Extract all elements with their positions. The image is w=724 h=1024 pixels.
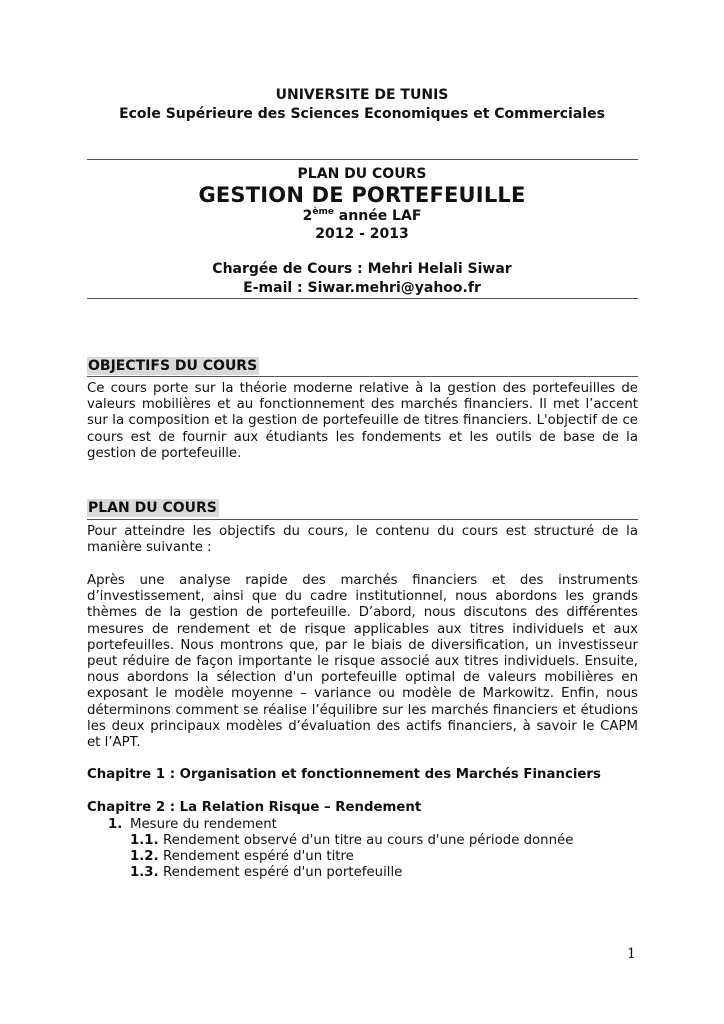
course-title: GESTION DE PORTEFEUILLE <box>198 183 526 207</box>
list-item: 1.1. Rendement observé d'un titre au cours d'une période donnée <box>130 833 574 848</box>
institution-header <box>0 86 724 124</box>
list-item: 1.2. Rendement espéré d'un titre <box>130 849 354 864</box>
list-item: 1. Mesure du rendement <box>108 817 277 832</box>
top-divider <box>87 159 638 160</box>
university-name: UNIVERSITE DE TUNIS <box>275 87 449 103</box>
instructor-email: E-mail : Siwar.mehri@yahoo.fr <box>243 280 481 296</box>
plan-label: PLAN DU COURS <box>297 166 427 182</box>
year-level: 2ème année LAF <box>302 207 422 224</box>
objectifs-text: Ce cours porte sur la théorie moderne relative à la gestion des portefeuilles de valeurs mobilières et au fonctionnement des marchés financiers. Il met l’accent sur la composition et la gestion de portefeuille de titres financiers. L'objectif de ce cours est de fournir aux étudiants les fondements et les outils de base de la gestion de portefeuille. <box>87 381 638 461</box>
academic-year: 2012 - 2013 <box>315 226 409 242</box>
objectifs-heading: OBJECTIFS DU COURS <box>88 358 258 374</box>
course-header <box>0 165 724 243</box>
school-name: Ecole Supérieure des Sciences Economiques et Commerciales <box>119 106 605 122</box>
plan-intro: Pour atteindre les objectifs du cours, le contenu du cours est structuré de la manière suivante : <box>87 524 638 556</box>
plan-body: Après une analyse rapide des marchés financiers et des instruments d’investissement, ainsi que du cadre institutionnel, nous abordons les grands thèmes de la gestion de portefeuille. D’abord, nous discutons des différentes mesures de rendement et de risque applicables aux titres individuels et aux portefeuilles. Nous montrons que, par le biais de diversification, un investisseur peut réduire de façon importante le risque associé aux titres individuels. Ensuite, nous abordons la sélection d'un portefeuille optimal de valeurs mobilières en exposant le modèle moyenne – variance ou modèle de Markowitz. Enfin, nous déterminons comment se réalise l’équilibre sur les marchés financiers et étudions les deux principaux modèles d’évaluation des actifs financiers, à savoir le CAPM et l’APT. <box>87 573 638 751</box>
plan-divider <box>87 519 638 520</box>
plan-heading: PLAN DU COURS <box>88 500 217 516</box>
header-bottom-divider <box>87 298 638 299</box>
objectifs-divider <box>87 376 638 377</box>
chapter-2-title: Chapitre 2 : La Relation Risque – Rendement <box>87 800 422 815</box>
chapter-1-title: Chapitre 1 : Organisation et fonctionnement des Marchés Financiers <box>87 767 601 782</box>
page-number: 1 <box>627 946 636 962</box>
instructor-block <box>0 260 724 298</box>
instructor-name: Chargée de Cours : Mehri Helali Siwar <box>212 261 512 277</box>
list-item: 1.3. Rendement espéré d'un portefeuille <box>130 865 403 880</box>
